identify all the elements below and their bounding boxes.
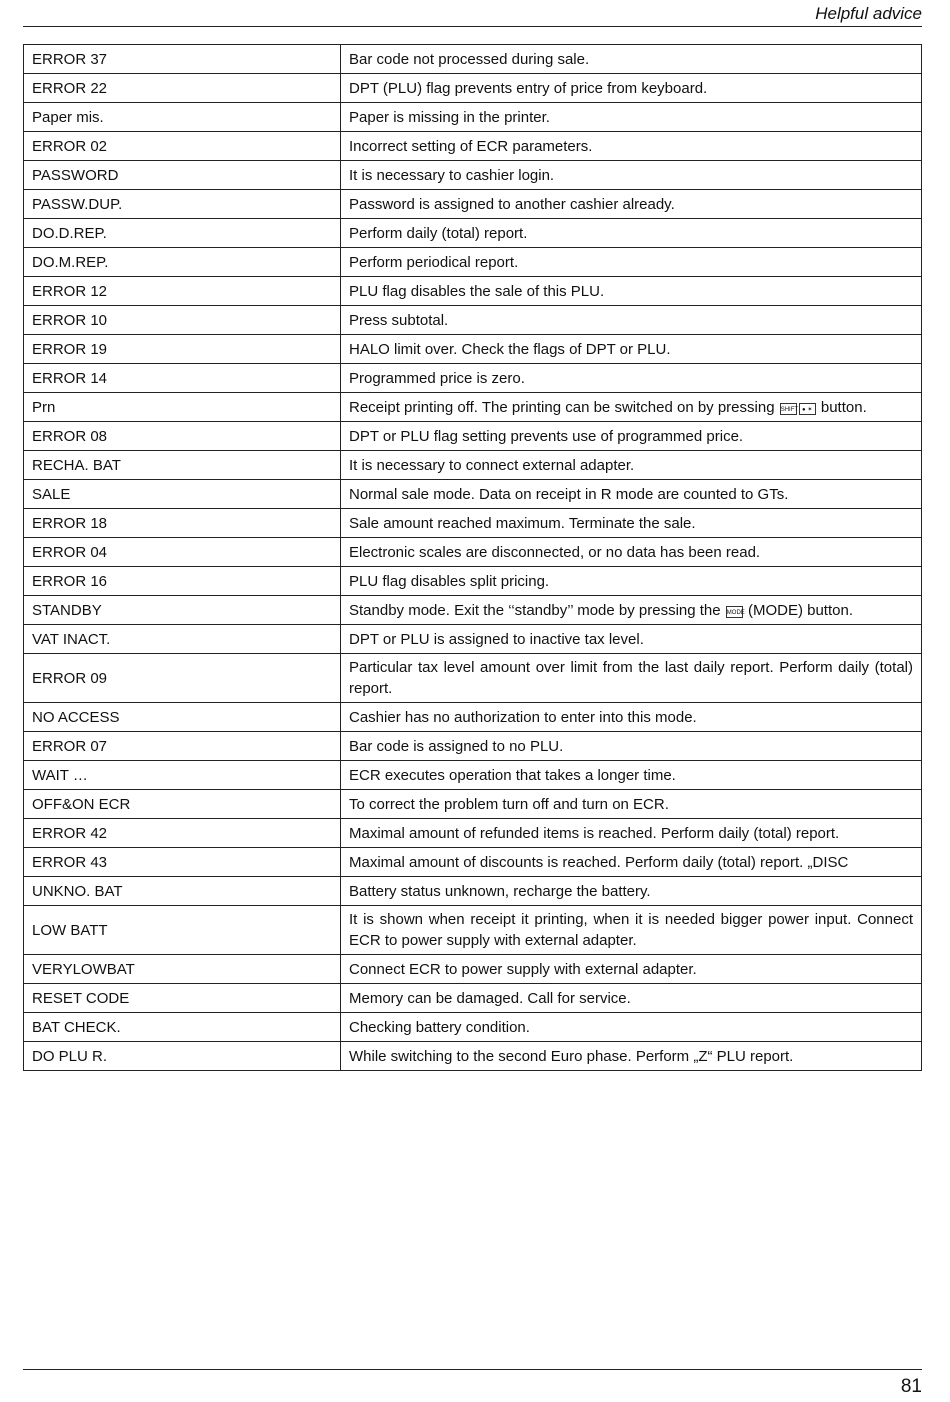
table-row (24, 306, 922, 335)
table-row (24, 45, 922, 74)
error-description: Incorrect setting of ECR parameters. (341, 132, 922, 161)
error-description: Programmed price is zero. (341, 364, 922, 393)
description-text: Receipt printing off. The printing can be switched on by pressing (349, 398, 775, 416)
error-code: ERROR 08 (24, 422, 341, 451)
table-row (24, 248, 922, 277)
table-row (24, 277, 922, 306)
error-code: ERROR 09 (24, 654, 341, 703)
error-description: To correct the problem turn off and turn on ECR. (341, 790, 922, 819)
table-row (24, 819, 922, 848)
table-row (24, 906, 922, 955)
error-code: ERROR 22 (24, 74, 341, 103)
error-description: DPT or PLU is assigned to inactive tax level. (341, 625, 922, 654)
error-code: DO PLU R. (24, 1042, 341, 1071)
error-description: Bar code not processed during sale. (341, 45, 922, 74)
table-row (24, 451, 922, 480)
error-description: DPT or PLU flag setting prevents use of programmed price. (341, 422, 922, 451)
error-code: ERROR 37 (24, 45, 341, 74)
error-code: RECHA. BAT (24, 451, 341, 480)
error-description: PLU flag disables split pricing. (341, 567, 922, 596)
error-code: ERROR 12 (24, 277, 341, 306)
table-row (24, 877, 922, 906)
table-row (24, 103, 922, 132)
error-description: Electronic scales are disconnected, or no data has been read. (341, 538, 922, 567)
error-description: Bar code is assigned to no PLU. (341, 732, 922, 761)
error-description: Memory can be damaged. Call for service. (341, 984, 922, 1013)
error-description: It is shown when receipt it printing, when it is needed bigger power input. Connect ECR to power supply with external adapter. (341, 906, 922, 955)
table-row (24, 538, 922, 567)
error-code: ERROR 18 (24, 509, 341, 538)
error-description: It is necessary to cashier login. (341, 161, 922, 190)
table-row (24, 1042, 922, 1071)
shift-key-icon: SHIFT (780, 403, 797, 415)
error-code: DO.D.REP. (24, 219, 341, 248)
error-code: VERYLOWBAT (24, 955, 341, 984)
error-code: VAT INACT. (24, 625, 341, 654)
table-row (24, 1013, 922, 1042)
error-description: Sale amount reached maximum. Terminate the sale. (341, 509, 922, 538)
error-code: NO ACCESS (24, 703, 341, 732)
table-row (24, 984, 922, 1013)
table-row (24, 761, 922, 790)
table-row (24, 654, 922, 703)
table-row (24, 364, 922, 393)
error-description: Maximal amount of refunded items is reached. Perform daily (total) report. (341, 819, 922, 848)
error-code: ERROR 10 (24, 306, 341, 335)
error-code: BAT CHECK. (24, 1013, 341, 1042)
error-code: RESET CODE (24, 984, 341, 1013)
error-code: WAIT … (24, 761, 341, 790)
error-description: Press subtotal. (341, 306, 922, 335)
error-code: ERROR 07 (24, 732, 341, 761)
table-row (24, 219, 922, 248)
error-code: UNKNO. BAT (24, 877, 341, 906)
table-row (24, 625, 922, 654)
error-code: ERROR 16 (24, 567, 341, 596)
error-code: SALE (24, 480, 341, 509)
table-row (24, 393, 922, 422)
table-row (24, 74, 922, 103)
table-row (24, 509, 922, 538)
error-code: ERROR 43 (24, 848, 341, 877)
error-description: HALO limit over. Check the flags of DPT or PLU. (341, 335, 922, 364)
error-description: Checking battery condition. (341, 1013, 922, 1042)
table-row (24, 790, 922, 819)
table-row (24, 848, 922, 877)
error-code: STANDBY (24, 596, 341, 625)
description-text: Standby mode. Exit the ‘‘standby’’ mode by pressing the (349, 601, 721, 619)
error-code: ERROR 19 (24, 335, 341, 364)
receipt-key-icon: ● ✶ (799, 403, 816, 415)
table-row (24, 422, 922, 451)
error-code: OFF&ON ECR (24, 790, 341, 819)
error-code: LOW BATT (24, 906, 341, 955)
error-description: Cashier has no authorization to enter into this mode. (341, 703, 922, 732)
table-row (24, 732, 922, 761)
table-row (24, 596, 922, 625)
error-description: PLU flag disables the sale of this PLU. (341, 277, 922, 306)
table-row (24, 567, 922, 596)
mode-key-icon: MODE (726, 606, 743, 618)
error-description: Battery status unknown, recharge the battery. (341, 877, 922, 906)
description-text: (MODE) button. (747, 601, 853, 619)
error-description: While switching to the second Euro phase. Perform „Z“ PLU report. (341, 1042, 922, 1071)
error-description: DPT (PLU) flag prevents entry of price from keyboard. (341, 74, 922, 103)
error-description (341, 596, 922, 625)
error-description: Password is assigned to another cashier already. (341, 190, 922, 219)
description-text: button. (820, 398, 867, 416)
error-messages-table (23, 44, 922, 1071)
error-code: Paper mis. (24, 103, 341, 132)
error-code: DO.M.REP. (24, 248, 341, 277)
header-title: Helpful advice (815, 4, 922, 23)
error-description: Perform daily (total) report. (341, 219, 922, 248)
error-description: ECR executes operation that takes a longer time. (341, 761, 922, 790)
error-code: PASSW.DUP. (24, 190, 341, 219)
error-description: It is necessary to connect external adapter. (341, 451, 922, 480)
error-code: ERROR 42 (24, 819, 341, 848)
table-row (24, 335, 922, 364)
error-code: ERROR 14 (24, 364, 341, 393)
page-header (23, 0, 922, 27)
error-code: ERROR 04 (24, 538, 341, 567)
table-row (24, 955, 922, 984)
error-description: Normal sale mode. Data on receipt in R mode are counted to GTs. (341, 480, 922, 509)
error-description: Maximal amount of discounts is reached. Perform daily (total) report. „DISC (341, 848, 922, 877)
error-code: ERROR 02 (24, 132, 341, 161)
error-description: Paper is missing in the printer. (341, 103, 922, 132)
error-code: PASSWORD (24, 161, 341, 190)
error-code: Prn (24, 393, 341, 422)
table-row (24, 703, 922, 732)
footer-divider (23, 1369, 922, 1370)
table-row (24, 161, 922, 190)
error-description: Particular tax level amount over limit from the last daily report. Perform daily (total) report. (341, 654, 922, 703)
error-description (341, 393, 922, 422)
table-row (24, 190, 922, 219)
table-row (24, 480, 922, 509)
page-number: 81 (900, 1376, 922, 1397)
table-row (24, 132, 922, 161)
error-description: Perform periodical report. (341, 248, 922, 277)
error-description: Connect ECR to power supply with external adapter. (341, 955, 922, 984)
